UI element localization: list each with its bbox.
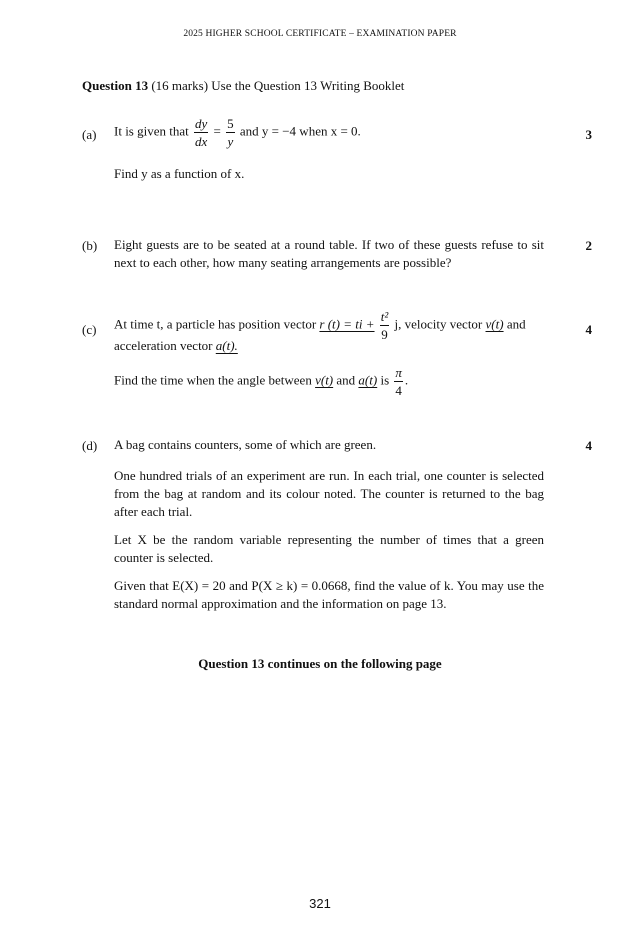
acceleration-vector: a(t). bbox=[215, 338, 238, 353]
question-title bbox=[82, 78, 404, 94]
page-number: 321 bbox=[309, 896, 331, 911]
task-velocity-vector: v(t) bbox=[315, 372, 334, 388]
part-b-label: (b) bbox=[82, 238, 98, 253]
angle-denominator: 4 bbox=[395, 383, 402, 398]
part-a-label: (a) bbox=[82, 127, 97, 142]
part-c-label: (c) bbox=[82, 322, 97, 337]
part-d-label: (d) bbox=[82, 438, 98, 453]
part-c-line2-text: acceleration vector bbox=[114, 338, 213, 353]
continues-note: Question 13 continues on the following page bbox=[198, 656, 442, 671]
part-a-given bbox=[114, 117, 361, 148]
part-b-text: Eight guests are to be seated at a round table. If two of these guests refuse to sit next to each other, how many seating arrangements are possible? bbox=[114, 237, 544, 270]
derivative-denominator: dx bbox=[195, 134, 208, 149]
part-c-line1-after: j, velocity vector bbox=[394, 316, 483, 332]
task-is: is bbox=[380, 372, 390, 388]
part-c-line2 bbox=[114, 338, 238, 354]
t-squared-numerator: t² bbox=[380, 309, 389, 324]
part-c-marks: 4 bbox=[585, 322, 592, 337]
task-period: . bbox=[404, 372, 409, 388]
rhs-numerator: 5 bbox=[227, 116, 234, 131]
part-c-task bbox=[114, 366, 408, 397]
part-d-paragraph-4: Given that E(X) = 20 and P(X ≥ k) = 0.0668, find the value of k. You may use the standard normal approximation and the information on page 13. bbox=[114, 578, 544, 611]
rhs-fraction bbox=[226, 117, 235, 148]
part-c-line1 bbox=[114, 310, 526, 341]
equals-sign: = bbox=[213, 123, 221, 139]
derivative-numerator: dy bbox=[195, 116, 208, 131]
task-and: and bbox=[336, 372, 356, 388]
part-c-line1-start: At time t, a particle has position vector bbox=[114, 316, 317, 332]
part-a-condition: and y = −4 when x = 0. bbox=[239, 123, 361, 139]
part-c-line1-end: and bbox=[506, 316, 526, 332]
rhs-denominator: y bbox=[227, 134, 234, 149]
angle-numerator: π bbox=[395, 365, 402, 380]
part-a-task: Find y as a function of x. bbox=[114, 166, 245, 181]
part-d-paragraph-3: Let X be the random variable representing the number of times that a green counter is selected. bbox=[114, 532, 544, 565]
question-number: Question 13 bbox=[82, 78, 149, 93]
part-d-paragraph-1: A bag contains counters, some of which are green. bbox=[114, 437, 377, 452]
t-squared-denominator: 9 bbox=[381, 327, 388, 342]
part-a-marks: 3 bbox=[585, 127, 592, 142]
part-a-intro: It is given that bbox=[114, 123, 189, 139]
velocity-vector: v(t) bbox=[485, 316, 504, 332]
position-vector: r (t) = ti + bbox=[319, 316, 375, 332]
part-d-paragraph-2: One hundred trials of an experiment are run. In each trial, one counter is selected from the bag at random and its colour noted. The counter is returned to the bag after each trial. bbox=[114, 468, 544, 519]
part-d-marks: 4 bbox=[585, 438, 592, 453]
running-header: 2025 HIGHER SCHOOL CERTIFICATE – EXAMINATION PAPER bbox=[183, 29, 457, 39]
task-acceleration-vector: a(t) bbox=[358, 372, 378, 388]
part-c-task-start: Find the time when the angle between bbox=[114, 372, 312, 388]
part-b-marks: 2 bbox=[585, 238, 592, 253]
question-details: (16 marks) Use the Question 13 Writing Booklet bbox=[148, 78, 405, 93]
t-squared-fraction bbox=[380, 310, 390, 341]
angle-fraction bbox=[394, 366, 403, 397]
derivative-fraction bbox=[194, 117, 208, 148]
